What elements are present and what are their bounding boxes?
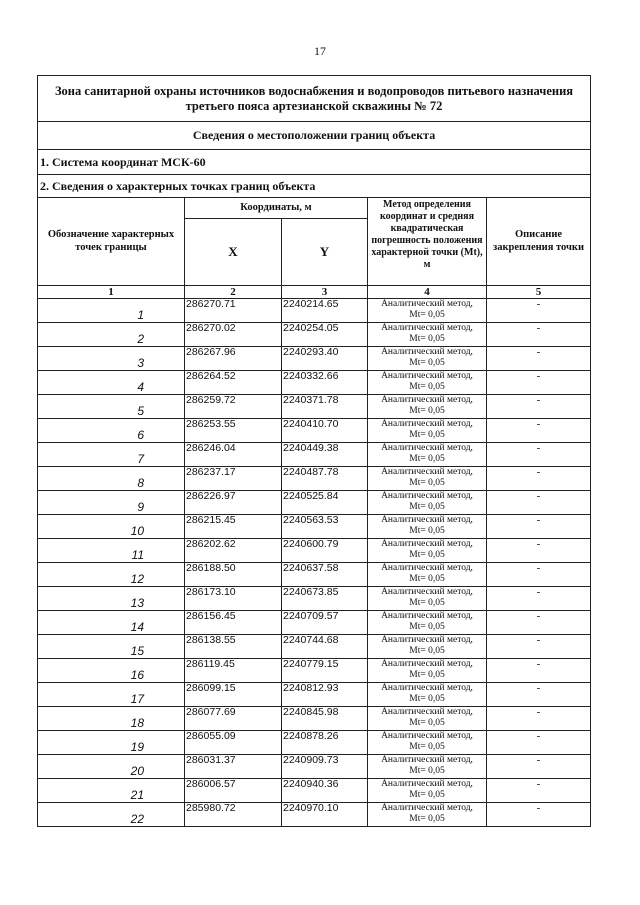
method-text: Аналитический метод, xyxy=(381,323,473,333)
table-row xyxy=(38,371,591,395)
method-error: Mt= 0,05 xyxy=(409,669,445,680)
method-text: Аналитический метод, xyxy=(381,467,473,477)
info-header: Сведения о местоположении границ объекта xyxy=(38,122,591,150)
method-text: Аналитический метод, xyxy=(381,755,473,765)
coord-x: 286259.72 xyxy=(185,395,282,419)
table-row xyxy=(38,515,591,539)
point-number: 3 xyxy=(38,347,185,371)
coord-y: 2240940.36 xyxy=(282,779,368,803)
method-cell xyxy=(368,635,487,659)
coord-x: 286077.69 xyxy=(185,707,282,731)
method-cell xyxy=(368,395,487,419)
method-error: Mt= 0,05 xyxy=(409,381,445,392)
coord-y: 2240525.84 xyxy=(282,491,368,515)
point-number: 10 xyxy=(38,515,185,539)
fixing-cell: - xyxy=(487,683,591,707)
point-number: 9 xyxy=(38,491,185,515)
coord-y: 2240637.58 xyxy=(282,563,368,587)
table-row xyxy=(38,467,591,491)
coord-x: 286138.55 xyxy=(185,635,282,659)
fixing-cell: - xyxy=(487,563,591,587)
point-number: 7 xyxy=(38,443,185,467)
table-row xyxy=(38,347,591,371)
table-row xyxy=(38,323,591,347)
coord-y: 2240332.66 xyxy=(282,371,368,395)
method-error: Mt= 0,05 xyxy=(409,453,445,464)
column-number: 1 xyxy=(38,286,185,299)
coord-x: 286246.04 xyxy=(185,443,282,467)
fixing-cell: - xyxy=(487,515,591,539)
column-number: 2 xyxy=(185,286,282,299)
point-number: 5 xyxy=(38,395,185,419)
method-cell xyxy=(368,491,487,515)
col-coordinates: Координаты, м xyxy=(185,198,368,219)
method-error: Mt= 0,05 xyxy=(409,573,445,584)
page-number: 17 xyxy=(314,44,326,58)
column-number: 4 xyxy=(368,286,487,299)
method-cell xyxy=(368,707,487,731)
coord-y: 2240878.26 xyxy=(282,731,368,755)
coord-y: 2240410.70 xyxy=(282,419,368,443)
coord-y: 2240845.98 xyxy=(282,707,368,731)
method-text: Аналитический метод, xyxy=(381,491,473,501)
point-number: 14 xyxy=(38,611,185,635)
method-cell xyxy=(368,347,487,371)
col-fixing: Описание закрепления точки xyxy=(487,198,591,286)
point-number: 19 xyxy=(38,731,185,755)
coord-x: 286270.02 xyxy=(185,323,282,347)
method-text: Аналитический метод, xyxy=(381,395,473,405)
point-number: 16 xyxy=(38,659,185,683)
col-y: Y xyxy=(282,219,368,286)
fixing-cell: - xyxy=(487,323,591,347)
zone-title: Зона санитарной охраны источников водоснабжения и водопроводов питьевого назначения третьего пояса артезианской скважины № 72 xyxy=(38,76,591,122)
method-text: Аналитический метод, xyxy=(381,347,473,357)
point-number: 13 xyxy=(38,587,185,611)
point-number: 22 xyxy=(38,803,185,827)
fixing-cell: - xyxy=(487,659,591,683)
fixing-cell: - xyxy=(487,443,591,467)
coord-y: 2240487.78 xyxy=(282,467,368,491)
coord-y: 2240779.15 xyxy=(282,659,368,683)
table-row xyxy=(38,563,591,587)
method-text: Аналитический метод, xyxy=(381,635,473,645)
method-cell xyxy=(368,611,487,635)
coord-x: 286226.97 xyxy=(185,491,282,515)
method-error: Mt= 0,05 xyxy=(409,309,445,320)
method-error: Mt= 0,05 xyxy=(409,765,445,776)
point-number: 18 xyxy=(38,707,185,731)
method-cell xyxy=(368,515,487,539)
method-error: Mt= 0,05 xyxy=(409,717,445,728)
table-row xyxy=(38,611,591,635)
method-text: Аналитический метод, xyxy=(381,731,473,741)
method-text: Аналитический метод, xyxy=(381,803,473,813)
method-cell xyxy=(368,779,487,803)
fixing-cell: - xyxy=(487,491,591,515)
method-text: Аналитический метод, xyxy=(381,611,473,621)
coord-y: 2240371.78 xyxy=(282,395,368,419)
table-row xyxy=(38,491,591,515)
coord-y: 2240709.57 xyxy=(282,611,368,635)
fixing-cell: - xyxy=(487,419,591,443)
fixing-cell: - xyxy=(487,731,591,755)
method-text: Аналитический метод, xyxy=(381,419,473,429)
coord-x: 286215.45 xyxy=(185,515,282,539)
point-number: 6 xyxy=(38,419,185,443)
coord-y: 2240600.79 xyxy=(282,539,368,563)
method-error: Mt= 0,05 xyxy=(409,501,445,512)
coord-x: 285980.72 xyxy=(185,803,282,827)
method-error: Mt= 0,05 xyxy=(409,741,445,752)
fixing-cell: - xyxy=(487,611,591,635)
method-cell xyxy=(368,683,487,707)
fixing-cell: - xyxy=(487,395,591,419)
fixing-cell: - xyxy=(487,467,591,491)
method-error: Mt= 0,05 xyxy=(409,477,445,488)
coord-x: 286119.45 xyxy=(185,659,282,683)
point-number: 17 xyxy=(38,683,185,707)
method-cell xyxy=(368,731,487,755)
method-text: Аналитический метод, xyxy=(381,443,473,453)
coord-x: 286055.09 xyxy=(185,731,282,755)
method-error: Mt= 0,05 xyxy=(409,621,445,632)
fixing-cell: - xyxy=(487,371,591,395)
method-error: Mt= 0,05 xyxy=(409,333,445,344)
coord-y: 2240214.65 xyxy=(282,299,368,323)
coord-x: 286270.71 xyxy=(185,299,282,323)
method-cell xyxy=(368,755,487,779)
table-row xyxy=(38,299,591,323)
coord-x: 286267.96 xyxy=(185,347,282,371)
method-text: Аналитический метод, xyxy=(381,707,473,717)
table-row xyxy=(38,635,591,659)
column-number: 5 xyxy=(487,286,591,299)
method-cell xyxy=(368,467,487,491)
table-row xyxy=(38,419,591,443)
table-row xyxy=(38,539,591,563)
boundary-points-table xyxy=(37,75,591,827)
method-error: Mt= 0,05 xyxy=(409,549,445,560)
point-number: 11 xyxy=(38,539,185,563)
point-number: 8 xyxy=(38,467,185,491)
method-error: Mt= 0,05 xyxy=(409,597,445,608)
coord-x: 286202.62 xyxy=(185,539,282,563)
method-cell xyxy=(368,803,487,827)
table-row xyxy=(38,659,591,683)
coordinate-system-line: 1. Система координат МСК-60 xyxy=(38,150,591,175)
table-row xyxy=(38,707,591,731)
fixing-cell: - xyxy=(487,299,591,323)
coord-x: 286188.50 xyxy=(185,563,282,587)
coord-y: 2240970.10 xyxy=(282,803,368,827)
fixing-cell: - xyxy=(487,803,591,827)
fixing-cell: - xyxy=(487,539,591,563)
coord-y: 2240744.68 xyxy=(282,635,368,659)
method-text: Аналитический метод, xyxy=(381,779,473,789)
col-method xyxy=(368,198,487,286)
point-number: 1 xyxy=(38,299,185,323)
coord-x: 286006.57 xyxy=(185,779,282,803)
column-number-row xyxy=(38,286,591,299)
coord-y: 2240563.53 xyxy=(282,515,368,539)
coord-y: 2240673.85 xyxy=(282,587,368,611)
method-error: Mt= 0,05 xyxy=(409,813,445,824)
method-error: Mt= 0,05 xyxy=(409,789,445,800)
coord-x: 286237.17 xyxy=(185,467,282,491)
col-x: X xyxy=(185,219,282,286)
fixing-cell: - xyxy=(487,707,591,731)
method-cell xyxy=(368,587,487,611)
method-error: Mt= 0,05 xyxy=(409,429,445,440)
method-error: Mt= 0,05 xyxy=(409,525,445,536)
points-section-line: 2. Сведения о характерных точках границ объекта xyxy=(38,175,591,198)
coord-x: 286099.15 xyxy=(185,683,282,707)
coord-y: 2240254.05 xyxy=(282,323,368,347)
table-row xyxy=(38,443,591,467)
table-row xyxy=(38,395,591,419)
method-cell xyxy=(368,323,487,347)
fixing-cell: - xyxy=(487,347,591,371)
coord-y: 2240812.93 xyxy=(282,683,368,707)
coord-y: 2240449.38 xyxy=(282,443,368,467)
method-text: Аналитический метод, xyxy=(381,539,473,549)
point-number: 4 xyxy=(38,371,185,395)
coord-x: 286031.37 xyxy=(185,755,282,779)
method-cell xyxy=(368,659,487,683)
method-error: Mt= 0,05 xyxy=(409,645,445,656)
method-cell xyxy=(368,563,487,587)
col-method-text: Метод определения координат и средняя квадратическая погрешность положения характерной точки (Mt), м xyxy=(371,199,483,270)
method-cell xyxy=(368,539,487,563)
method-cell xyxy=(368,419,487,443)
coord-x: 286253.55 xyxy=(185,419,282,443)
method-cell xyxy=(368,299,487,323)
table-row xyxy=(38,755,591,779)
point-number: 15 xyxy=(38,635,185,659)
coord-y: 2240909.73 xyxy=(282,755,368,779)
method-error: Mt= 0,05 xyxy=(409,405,445,416)
col-point-designation: Обозначение характерных точек границы xyxy=(38,198,185,286)
point-number: 12 xyxy=(38,563,185,587)
fixing-cell: - xyxy=(487,635,591,659)
table-row xyxy=(38,683,591,707)
method-text: Аналитический метод, xyxy=(381,515,473,525)
coord-x: 286173.10 xyxy=(185,587,282,611)
method-text: Аналитический метод, xyxy=(381,371,473,381)
column-number: 3 xyxy=(282,286,368,299)
method-cell xyxy=(368,443,487,467)
fixing-cell: - xyxy=(487,779,591,803)
method-text: Аналитический метод, xyxy=(381,563,473,573)
table-row xyxy=(38,779,591,803)
method-error: Mt= 0,05 xyxy=(409,357,445,368)
table-row xyxy=(38,803,591,827)
coord-x: 286156.45 xyxy=(185,611,282,635)
method-text: Аналитический метод, xyxy=(381,683,473,693)
coord-y: 2240293.40 xyxy=(282,347,368,371)
point-number: 21 xyxy=(38,779,185,803)
point-number: 2 xyxy=(38,323,185,347)
fixing-cell: - xyxy=(487,755,591,779)
method-error: Mt= 0,05 xyxy=(409,693,445,704)
method-text: Аналитический метод, xyxy=(381,299,473,309)
table-row xyxy=(38,587,591,611)
table-row xyxy=(38,731,591,755)
method-text: Аналитический метод, xyxy=(381,587,473,597)
fixing-cell: - xyxy=(487,587,591,611)
method-cell xyxy=(368,371,487,395)
coord-x: 286264.52 xyxy=(185,371,282,395)
method-text: Аналитический метод, xyxy=(381,659,473,669)
point-number: 20 xyxy=(38,755,185,779)
